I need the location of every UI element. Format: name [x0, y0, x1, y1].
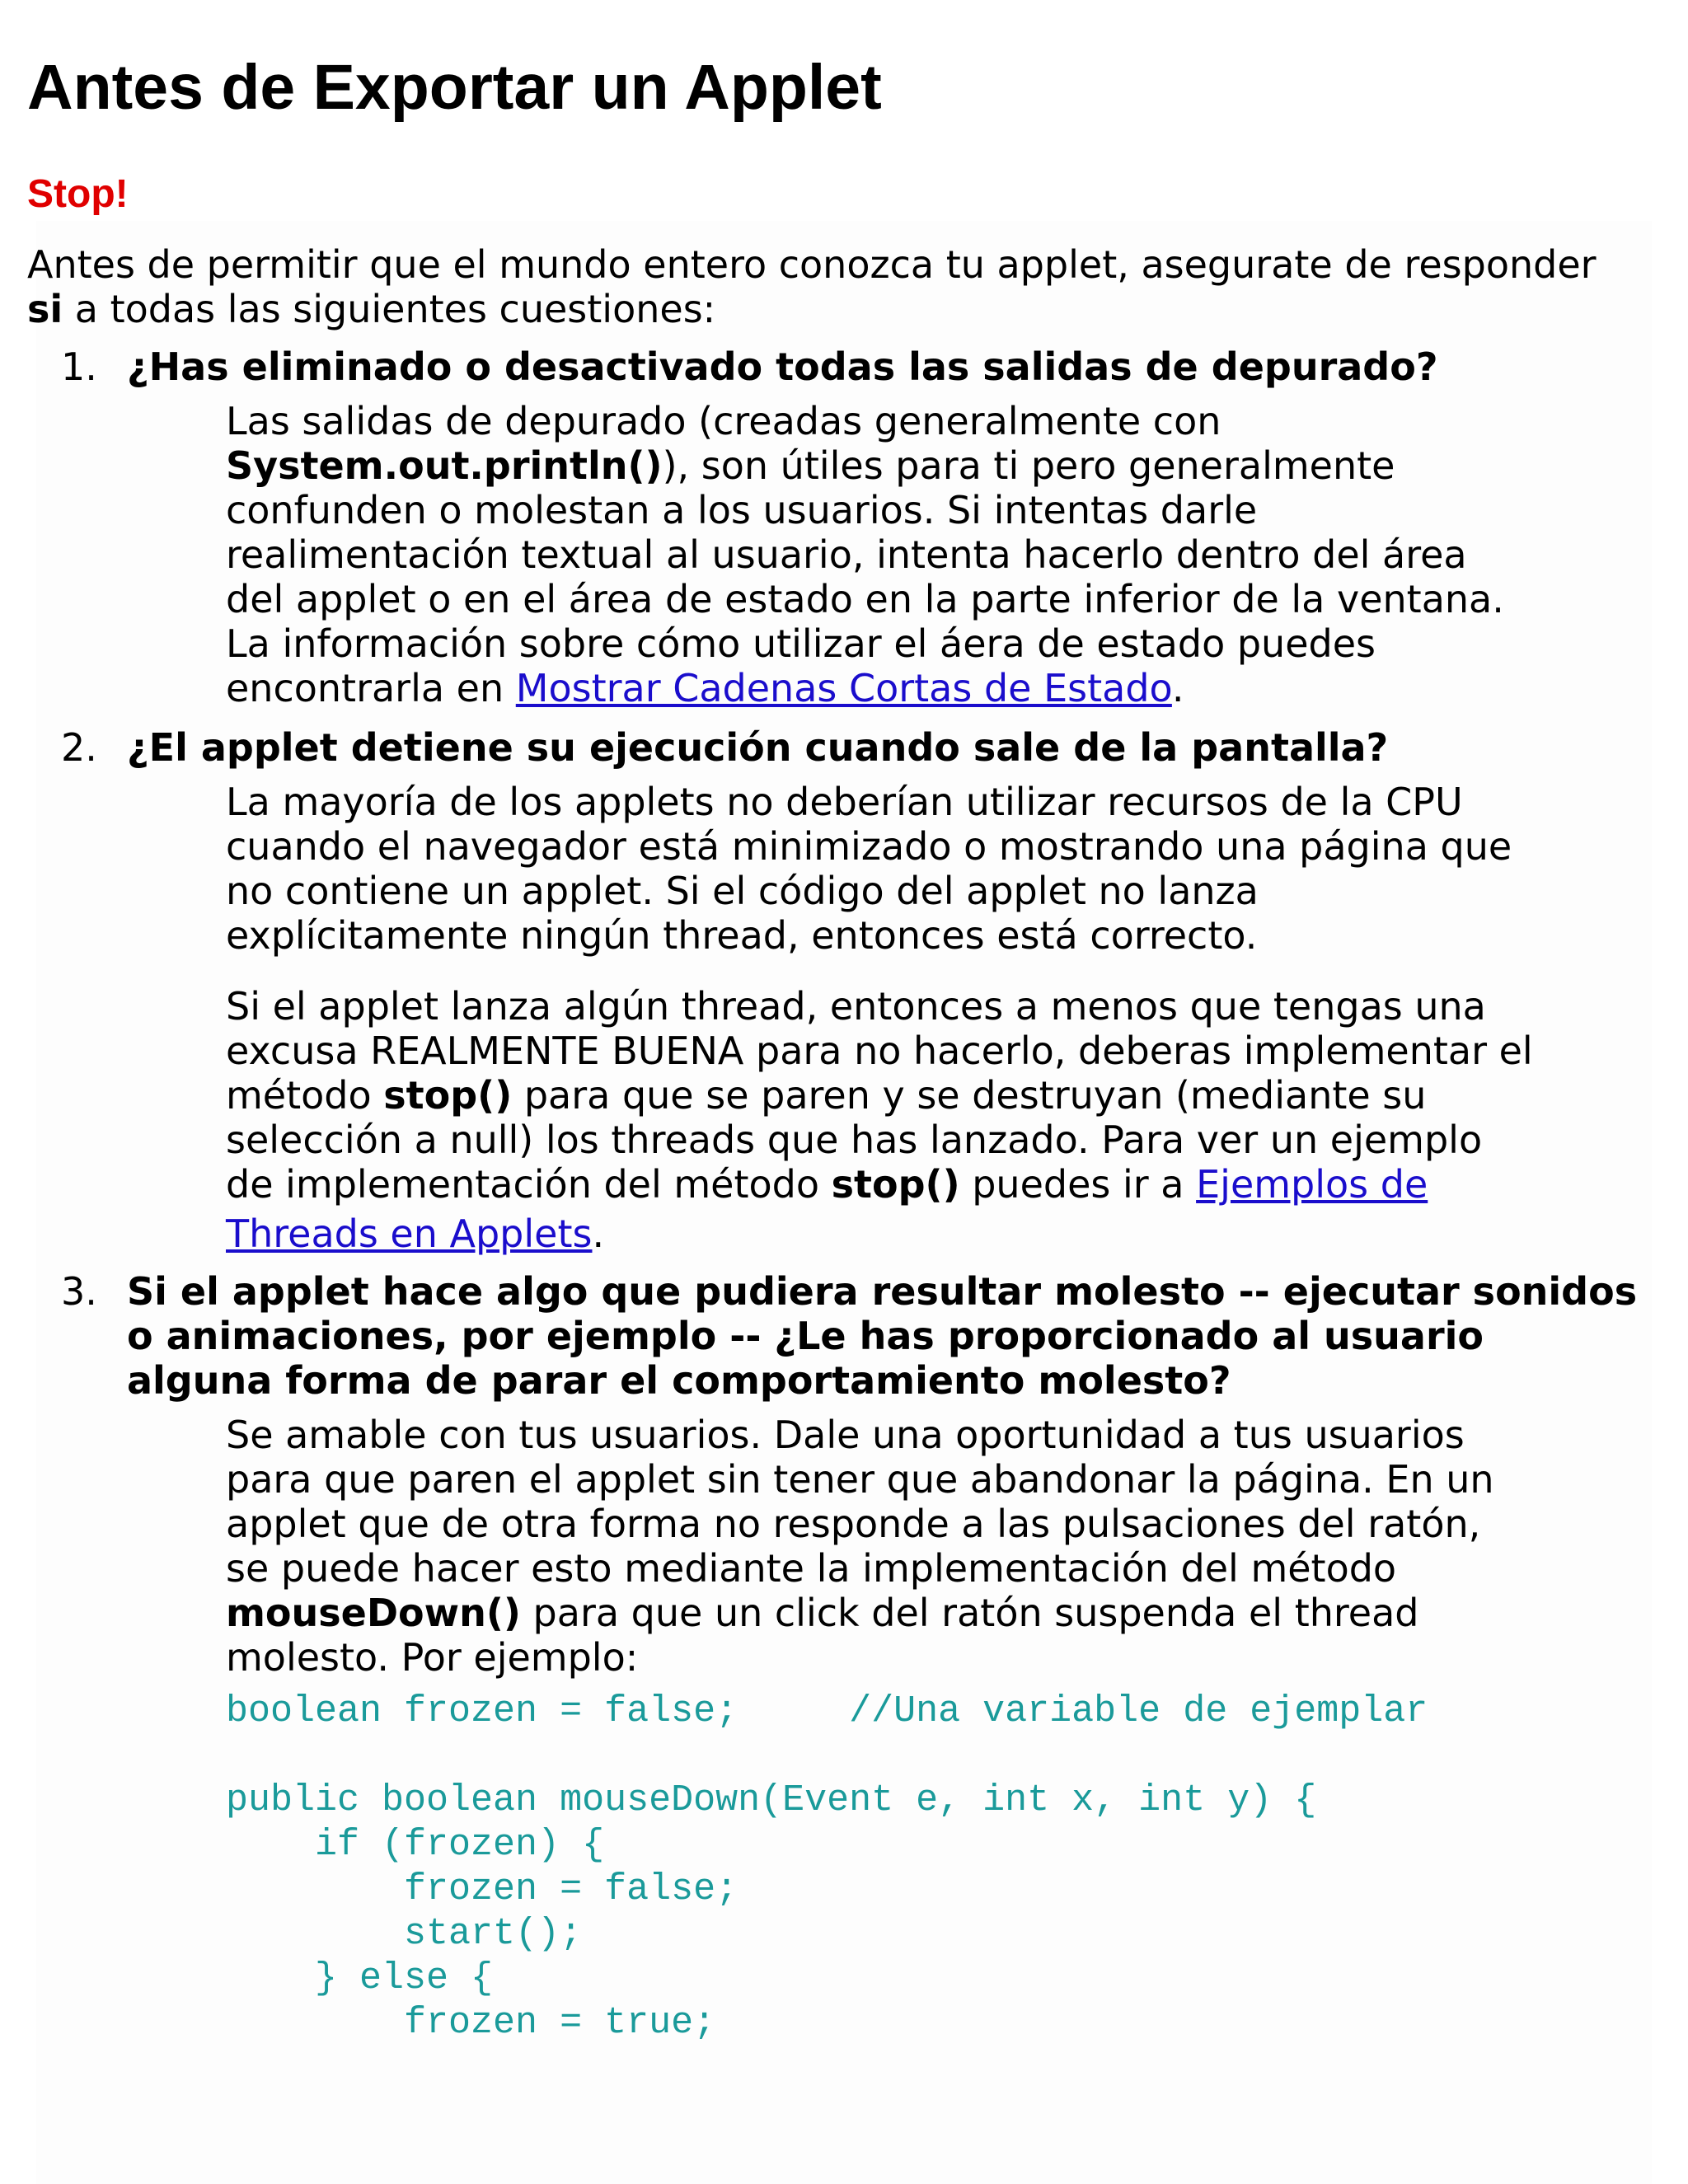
item-1-answer-line: La información sobre cómo utilizar el áera de estado puedes — [226, 621, 1376, 666]
item-2-answer-text: de implementación del método — [226, 1162, 832, 1207]
intro-line-2-rest: a todas las siguientes cuestiones: — [63, 287, 716, 331]
item-2-answer-line: explícitamente ningún thread, entonces está correcto. — [226, 913, 1258, 958]
item-1-answer-text: encontrarla en — [226, 666, 516, 710]
item-2-answer-line — [226, 1073, 1426, 1118]
code-term-println: System.out.println() — [226, 443, 663, 488]
code-term-stop: stop() — [383, 1073, 513, 1118]
intro-line-1: Antes de permitir que el mundo entero conozca tu applet, asegurate de responder — [27, 242, 1597, 287]
item-2-answer-line: no contiene un applet. Si el código del applet no lanza — [226, 869, 1259, 913]
item-2-answer-text: . — [592, 1212, 605, 1256]
item-1-answer-line: realimentación textual al usuario, intenta hacerlo dentro del área — [226, 532, 1467, 577]
link-ejemplos-de-threads[interactable]: Ejemplos de — [1196, 1162, 1428, 1207]
code-line: frozen = false; — [226, 1868, 738, 1910]
code-line: boolean frozen = false; //Una variable de ejemplar — [226, 1690, 1428, 1732]
item-1-answer-text: ), son útiles para ti pero generalmente — [662, 443, 1395, 488]
item-3-answer-line: para que paren el applet sin tener que abandonar la página. En un — [226, 1457, 1494, 1502]
item-2-answer-line — [226, 1162, 1428, 1207]
code-line: } else { — [226, 1957, 494, 1999]
code-term-stop: stop() — [831, 1162, 960, 1207]
item-2-answer-text: método — [226, 1073, 384, 1118]
link-mostrar-cadenas-cortas[interactable]: Mostrar Cadenas Cortas de Estado — [515, 666, 1172, 710]
intro-line-2 — [27, 287, 715, 331]
item-1-answer-line — [226, 666, 1184, 710]
item-1-answer-line: confunden o molestan a los usuarios. Si intentas darle — [226, 488, 1258, 532]
item-3-answer-text: para que un click del ratón suspenda el thread — [520, 1591, 1419, 1635]
item-3-answer-line: Se amable con tus usuarios. Dale una oportunidad a tus usuarios — [226, 1413, 1465, 1457]
item-1-answer-line: Las salidas de depurado (creadas generalmente con — [226, 399, 1221, 443]
item-3-question-line: Si el applet hace algo que pudiera resultar molesto -- ejecutar sonidos — [127, 1269, 1638, 1314]
item-3-answer-line: applet que de otra forma no responde a las pulsaciones del ratón, — [226, 1502, 1481, 1546]
item-2-answer-line: selección a null) los threads que has lanzado. Para ver un ejemplo — [226, 1118, 1483, 1162]
item-2-answer-line: excusa REALMENTE BUENA para no hacerlo, deberas implementar el — [226, 1029, 1533, 1073]
item-1-answer-line — [226, 443, 1395, 488]
item-2-answer-line: Si el applet lanza algún thread, entonces a menos que tengas una — [226, 984, 1486, 1029]
code-line: start(); — [226, 1913, 583, 1955]
item-3-answer-line: se puede hacer esto mediante la implementación del método — [226, 1546, 1397, 1591]
item-2-question: ¿El applet detiene su ejecución cuando sale de la pantalla? — [127, 725, 1389, 770]
item-3-number: 3. — [61, 1269, 97, 1314]
link-threads-en-applets[interactable]: Threads en Applets — [226, 1212, 593, 1256]
code-term-mousedown: mouseDown() — [226, 1591, 521, 1635]
item-2-number: 2. — [61, 725, 97, 770]
item-2-answer-text: puedes ir a — [959, 1162, 1197, 1207]
item-2-answer-line: cuando el navegador está minimizado o mostrando una página que — [226, 824, 1512, 869]
item-3-answer-line: molesto. Por ejemplo: — [226, 1635, 639, 1680]
item-3-question-line: o animaciones, por ejemplo -- ¿Le has proporcionado al usuario — [127, 1314, 1484, 1358]
item-1-answer-text: . — [1171, 666, 1184, 710]
item-2-answer-line — [226, 1212, 604, 1256]
item-1-number: 1. — [61, 344, 97, 389]
item-3-question-line: alguna forma de parar el comportamiento molesto? — [127, 1358, 1231, 1403]
item-1-answer-line: del applet o en el área de estado en la parte inferior de la ventana. — [226, 577, 1504, 621]
code-line: if (frozen) { — [226, 1824, 605, 1866]
stop-heading: Stop! — [27, 172, 129, 216]
intro-bold-si: si — [27, 287, 63, 331]
item-3-answer-line — [226, 1591, 1418, 1635]
item-1-question: ¿Has eliminado o desactivado todas las salidas de depurado? — [127, 344, 1438, 389]
code-line: public boolean mouseDown(Event e, int x, int y) { — [226, 1779, 1317, 1821]
item-2-answer-text: para que se paren y se destruyan (mediante su — [512, 1073, 1427, 1118]
item-2-answer-line: La mayoría de los applets no deberían utilizar recursos de la CPU — [226, 780, 1463, 824]
page-title: Antes de Exportar un Applet — [27, 52, 882, 123]
code-line: frozen = true; — [226, 2002, 716, 2044]
